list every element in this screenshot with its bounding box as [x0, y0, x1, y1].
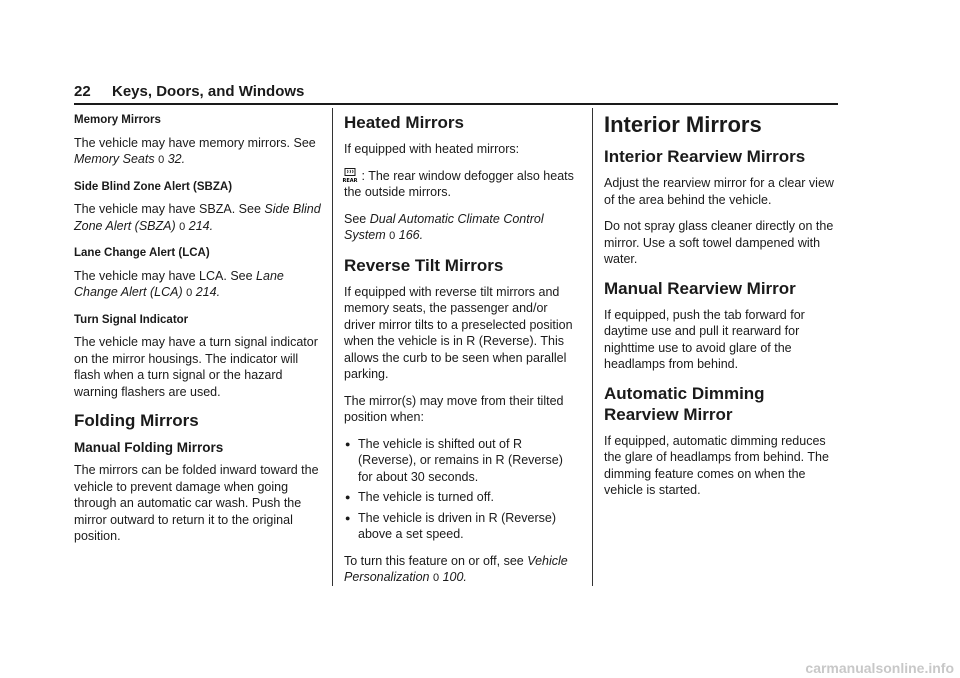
column-right: [604, 112, 840, 509]
watermark: [0, 658, 960, 678]
page-ref-icon: 0: [158, 154, 165, 166]
heated-mirrors-intro: If equipped with heated mirrors:: [344, 142, 520, 156]
rearview-text-1: Adjust the rearview mirror for a clear view of the area behind the vehicle.: [604, 176, 834, 207]
section-title: Keys, Doors, and Windows: [112, 83, 305, 100]
rearview-text-2: Do not spray glass cleaner directly on the mirror. Use a soft towel dampened with water.: [604, 219, 834, 266]
page-ref-icon: 0: [432, 572, 440, 584]
sbza-heading: Side Blind Zone Alert (SBZA): [74, 180, 233, 193]
list-item: ● The vehicle is turned off.: [358, 489, 580, 506]
memory-mirrors-text: The vehicle may have memory mirrors. See Memory Seats 0 32.: [74, 135, 316, 166]
auto-dimming-heading: Automatic Dimming Rearview Mirror: [604, 383, 765, 424]
reverse-tilt-text: If equipped with reverse tilt mirrors and memory seats, the passenger and/or driver mirror tilts to a preselected position when the vehicle is in R (Reverse). This allows the curb to be seen when parallel parking.: [344, 284, 573, 381]
list-item: ● The vehicle is driven in R (Reverse) above a set speed.: [358, 510, 580, 543]
column-middle: [344, 112, 580, 597]
manual-rearview-text: If equipped, push the tab forward for daytime use and pull it rearward for nighttime use to avoid glare of the headlamps from behind.: [604, 307, 805, 371]
climate-control-link[interactable]: Dual Automatic Climate Control System: [344, 211, 544, 242]
page-header: [74, 82, 838, 104]
page-number: 22: [74, 83, 91, 100]
lca-heading: Lane Change Alert (LCA): [74, 247, 210, 259]
reverse-tilt-list: [344, 436, 580, 543]
lca-text: The vehicle may have LCA. See Lane Change Alert (LCA) 0 214.: [74, 268, 284, 299]
manual-folding-text: The mirrors can be folded inward toward the vehicle to prevent damage when going through an automatic car wash. Push the mirror outward to return it to the original position.: [74, 463, 319, 543]
svg-text:REAR: REAR: [342, 177, 358, 184]
watermark-text: carmanualsonline.info: [805, 660, 954, 676]
page-ref-icon: 0: [186, 287, 193, 299]
folding-mirrors-heading: Folding Mirrors: [74, 411, 199, 430]
vehicle-personalization-link[interactable]: Vehicle Personalization: [344, 553, 568, 584]
interior-mirrors-heading: Interior Mirrors: [604, 112, 762, 137]
memory-seats-link[interactable]: Memory Seats: [74, 152, 155, 166]
column-divider: [592, 108, 593, 586]
manual-folding-heading: Manual Folding Mirrors: [74, 440, 224, 455]
turn-signal-heading: Turn Signal Indicator: [74, 313, 189, 326]
column-left: [74, 112, 324, 555]
list-item: ● The vehicle is shifted out of R (Reverse), or remains in R (Reverse) for about 30 seconds.: [358, 436, 580, 486]
climate-reference: See Dual Automatic Climate Control System 0 166.: [344, 211, 544, 242]
manual-rearview-heading: Manual Rearview Mirror: [604, 278, 796, 298]
interior-rearview-heading: Interior Rearview Mirrors: [604, 147, 806, 166]
page-ref-icon: 0: [389, 230, 396, 242]
memory-mirrors-heading: Memory Mirrors: [74, 114, 161, 126]
sbza-link[interactable]: Side Blind Zone Alert (SBZA): [74, 202, 321, 233]
heated-mirrors-icon-text: REAR : The rear window defogger also heats the outside mirrors.: [342, 168, 574, 199]
heated-mirrors-heading: Heated Mirrors: [344, 113, 464, 132]
auto-dimming-text: If equipped, automatic dimming reduces the glare of headlamps from behind. The dimming feature comes on when the vehicle is started.: [604, 433, 829, 497]
page-ref-icon: 0: [179, 220, 186, 233]
header-rule: [74, 103, 838, 105]
rear-defogger-icon: [344, 168, 356, 183]
personalization-reference: To turn this feature on or off, see Vehicle Personalization 0 100.: [344, 553, 568, 584]
reverse-tilt-move: The mirror(s) may move from their tilted position when:: [344, 393, 564, 424]
turn-signal-text: The vehicle may have a turn signal indicator on the mirror housings. The indicator will flash when a turn signal or the hazard warning flashers are used.: [74, 335, 318, 399]
lca-link[interactable]: Lane Change Alert (LCA): [74, 268, 284, 299]
column-divider: [332, 108, 333, 586]
sbza-text: The vehicle may have SBZA. See Side Blind Zone Alert (SBZA) 0 214.: [74, 202, 321, 233]
reverse-tilt-heading: Reverse Tilt Mirrors: [344, 255, 504, 275]
